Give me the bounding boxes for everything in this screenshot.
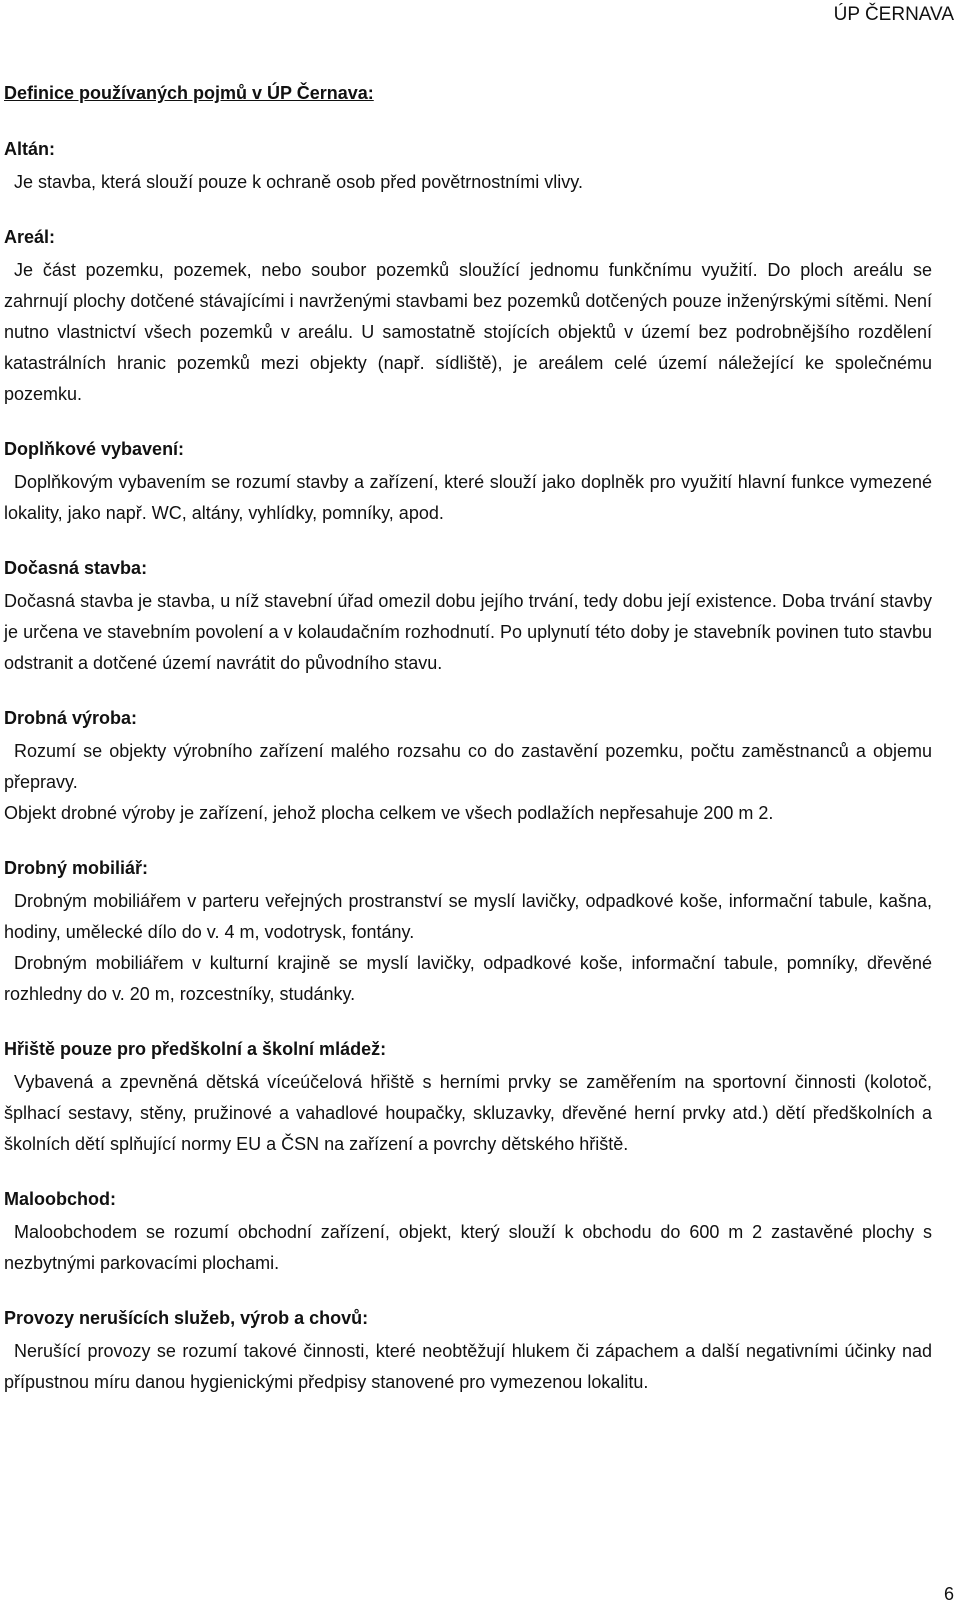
definition-paragraph: Doplňkovým vybavením se rozumí stavby a zařízení, které slouží jako doplněk pro využití hlavní funkce vymezené lokality, jako např. WC, altány, vyhlídky, pomníky, apod. xyxy=(4,472,932,523)
definition-maloobchod xyxy=(4,1186,932,1279)
definition-paragraph: Drobným mobiliářem v kulturní krajině se myslí lavičky, odpadkové koše, informační tabule, pomníky, dřevěné rozhledny do v. 20 m, rozcestníky, studánky. xyxy=(4,953,932,1004)
definition-areal xyxy=(4,224,932,410)
definition-paragraph: Je část pozemku, pozemek, nebo soubor pozemků sloužící jednomu funkčnímu využití. Do ploch areálu se zahrnují plochy dotčené stávajícími i navrženými stavbami bez pozemků dotčených pouze inženýrskými sítěmi. Není nutno vlastnictví všech pozemků v areálu. U samostatně stojících objektů v území bez podrobnějšího rozdělení katastrálních hranic pozemků mezi objekty (např. sídliště), je areálem celé území náležející ke společnému pozemku. xyxy=(4,260,932,404)
definition-paragraph: Vybavená a zpevněná dětská víceúčelová hřiště s herními prvky se zaměřením na sportovní činnosti (kolotoč, šplhací sestavy, stěny, pružinové a vahadlové houpačky, skluzavky, dřevěné herní prvky atd.) dětí předškolních a školních dětí splňující normy EU a ČSN na zařízení a povrchy dětského hřiště. xyxy=(4,1072,932,1154)
definition-hriste xyxy=(4,1036,932,1160)
definition-paragraph: Je stavba, která slouží pouze k ochraně osob před povětrnostními vlivy. xyxy=(14,172,583,192)
definition-docasna-stavba xyxy=(4,555,932,679)
definition-altan xyxy=(4,136,932,198)
definition-paragraph: Drobným mobiliářem v parteru veřejných prostranství se myslí lavičky, odpadkové koše, informační tabule, kašna, hodiny, umělecké dílo do v. 4 m, vodotrysk, fontány. xyxy=(4,891,932,942)
definition-nerusici-provozy xyxy=(4,1305,932,1398)
document-title: Definice používaných pojmů v ÚP Černava: xyxy=(4,83,374,103)
page-number: 6 xyxy=(943,1584,954,1604)
document-body xyxy=(4,80,932,1398)
term-heading: Doplňkové vybavení: xyxy=(4,439,185,459)
term-heading: Drobná výroba: xyxy=(4,708,138,728)
term-heading: Provozy nerušících služeb, výrob a chovů: xyxy=(4,1308,369,1328)
term-heading: Altán: xyxy=(4,139,55,159)
term-heading: Dočasná stavba: xyxy=(4,558,148,578)
term-heading: Hřiště pouze pro předškolní a školní mládež: xyxy=(4,1039,387,1059)
definition-drobna-vyroba xyxy=(4,705,932,829)
definition-paragraph: Dočasná stavba je stavba, u níž stavební úřad omezil dobu jejího trvání, tedy dobu její existence. Doba trvání stavby je určena ve stavebním povolení a v kolaudačním rozhodnutí. Po uplynutí této doby je stavebník povinen tuto stavbu odstranit a dotčené území navrátit do původního stavu. xyxy=(4,591,932,673)
definition-paragraph: Objekt drobné výroby je zařízení, jehož plocha celkem ve všech podlažích nepřesahuje 200 m 2. xyxy=(4,803,774,823)
definition-drobny-mobiliar xyxy=(4,855,932,1010)
term-heading: Drobný mobiliář: xyxy=(4,858,149,878)
definition-paragraph: Nerušící provozy se rozumí takové činnosti, které neobtěžují hlukem či zápachem a další negativními účinky nad přípustnou míru danou hygienickými předpisy stanovené pro vymezenou lokalitu. xyxy=(4,1341,932,1392)
definition-doplnkove-vybaveni xyxy=(4,436,932,529)
term-heading: Areál: xyxy=(4,227,56,247)
definition-paragraph: Maloobchodem se rozumí obchodní zařízení, objekt, který slouží k obchodu do 600 m 2 zastavěné plochy s nezbytnými parkovacími plochami. xyxy=(4,1222,932,1273)
running-header: ÚP ČERNAVA xyxy=(833,4,954,25)
term-heading: Maloobchod: xyxy=(4,1189,116,1209)
definition-paragraph: Rozumí se objekty výrobního zařízení malého rozsahu co do zastavění pozemku, počtu zaměstnanců a objemu přepravy. xyxy=(4,741,932,792)
